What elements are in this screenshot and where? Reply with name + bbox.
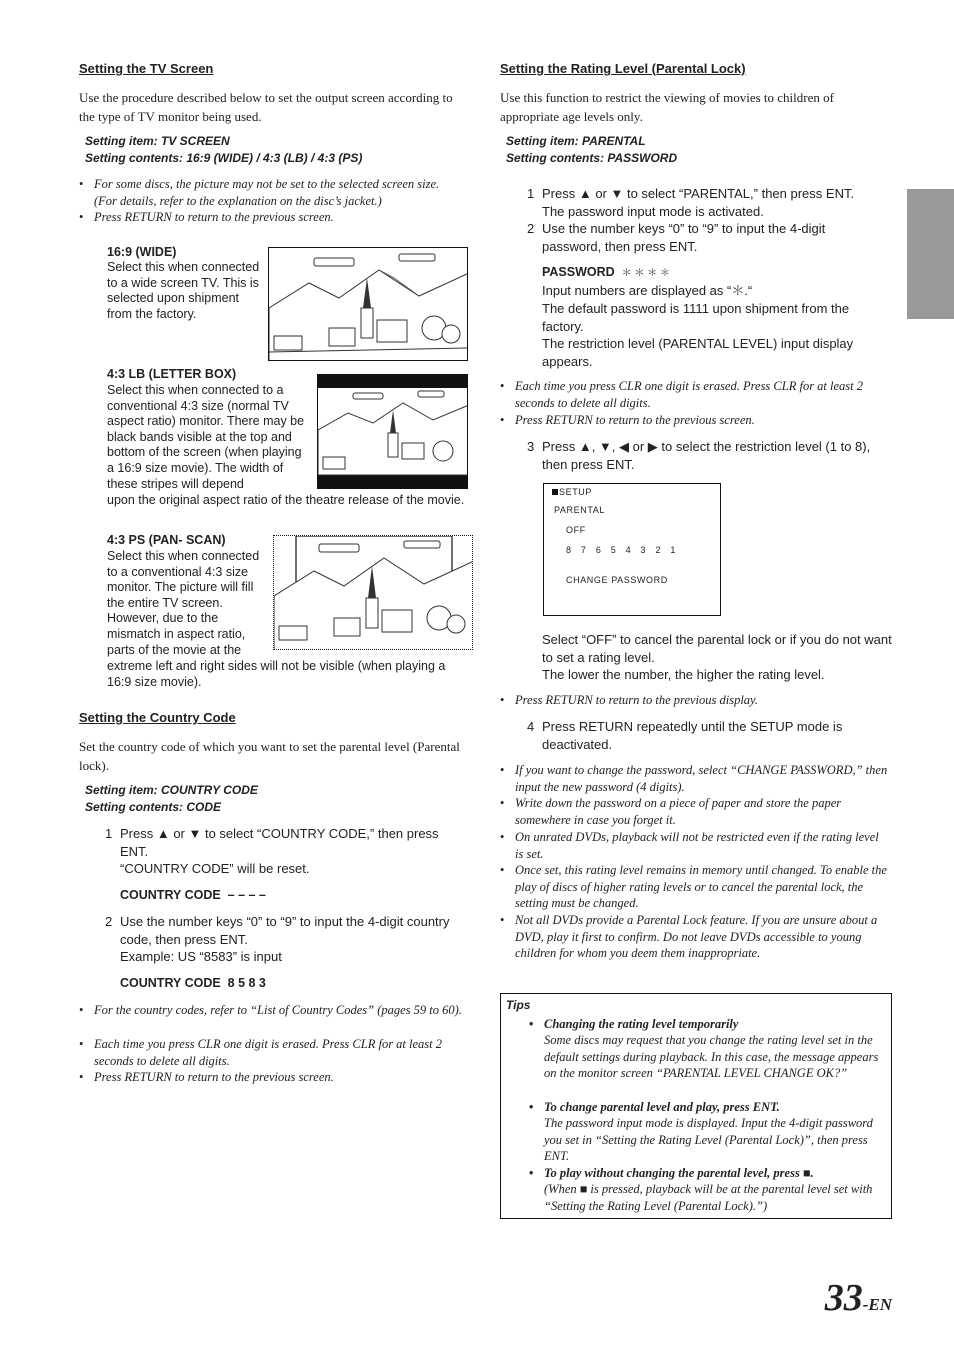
rating-note-2: • Write down the password on a piece of paper and store the paper somewhere in case you forget it. bbox=[500, 795, 890, 828]
country-step-2 bbox=[105, 913, 465, 948]
tips-title: Tips bbox=[506, 998, 531, 1012]
tv-screen-heading: Setting the TV Screen bbox=[79, 61, 214, 76]
letterbox-illustration bbox=[317, 374, 468, 489]
setup-screen-levels: 8 7 6 5 4 3 2 1 bbox=[566, 545, 676, 555]
landscape-image bbox=[274, 536, 473, 650]
country-code-filled-label: COUNTRY CODE bbox=[120, 976, 221, 990]
tv-setting-contents: Setting contents: 16:9 (WIDE) / 4:3 (LB) / 4:3 (PS) bbox=[85, 151, 363, 165]
password-note-3: The restriction level (PARENTAL LEVEL) input display appears. bbox=[542, 336, 854, 369]
rating-bullet-2: • Press RETURN to return to the previous screen. bbox=[500, 412, 890, 429]
page-number bbox=[825, 1276, 892, 1320]
country-bullet-1: • For the country codes, refer to “List of Country Codes” (pages 59 to 60). bbox=[79, 1002, 464, 1019]
country-code-filled bbox=[120, 976, 266, 990]
password-display bbox=[542, 264, 670, 279]
letterbox-description: Select this when connected to a conventional 4:3 size (normal TV aspect ratio) monitor. There may be black bands visible at the top and bottom of the screen (when playing a 16:9 size movie). The width of these stripes will depend bbox=[107, 383, 305, 491]
password-note-2: The default password is 1111 upon shipment from the factory. bbox=[542, 301, 850, 334]
step-text: Press ▲, ▼, ◀ or ▶ to select the restriction level (1 to 8), then press ENT. bbox=[542, 439, 871, 472]
step-text: Use the number keys “0” to “9” to input the 4-digit password, then press ENT. bbox=[542, 221, 826, 254]
password-value: ＊ ＊ ＊ ＊ bbox=[621, 268, 670, 279]
rating-bullet-3: • Press RETURN to return to the previous display. bbox=[500, 692, 890, 709]
landscape-image bbox=[318, 375, 468, 489]
country-code-filled-value: 8 5 8 3 bbox=[227, 976, 266, 990]
step-text: Press ▲ or ▼ to select “PARENTAL,” then press ENT. bbox=[542, 186, 855, 201]
wide-label: 16:9 (WIDE) bbox=[107, 245, 177, 259]
country-code-blank-label: COUNTRY CODE bbox=[120, 888, 221, 902]
setup-screen-display bbox=[543, 483, 721, 616]
rating-heading: Setting the Rating Level (Parental Lock) bbox=[500, 61, 746, 76]
step-number: 2 bbox=[527, 221, 535, 236]
page-number-value: 33 bbox=[824, 1277, 863, 1319]
country-setting-contents: Setting contents: CODE bbox=[85, 800, 222, 814]
rating-step-1 bbox=[527, 185, 887, 203]
tv-intro: Use the procedure described below to set the output screen according to the type of TV monitor being used. bbox=[79, 90, 453, 124]
country-code-blank-value: – – – – bbox=[227, 888, 266, 902]
step-text: Press RETURN repeatedly until the SETUP mode is deactivated. bbox=[542, 719, 843, 752]
setup-title-text: SETUP bbox=[559, 487, 593, 497]
rating-note-1: • If you want to change the password, select “CHANGE PASSWORD,” then input the new password (4 digits). bbox=[500, 762, 890, 795]
panscan-description-cont: extreme left and right sides will not be visible (when playing a 16:9 size movie). bbox=[107, 659, 446, 689]
country-setting-item: Setting item: COUNTRY CODE bbox=[85, 783, 258, 797]
step-number: 3 bbox=[527, 439, 535, 454]
after-screen-text-2: The lower the number, the higher the rating level. bbox=[542, 667, 825, 682]
step-text: Press ▲ or ▼ to select “COUNTRY CODE,” then press ENT. bbox=[120, 826, 439, 859]
wide-screen-illustration bbox=[268, 247, 468, 361]
tv-bullet-1: • For some discs, the picture may not be set to the selected screen size. (For details, refer to the explanation on the disc’s jacket.) bbox=[79, 176, 464, 209]
rating-step-4 bbox=[527, 718, 887, 753]
tip-1-heading: • Changing the rating level temporarily bbox=[529, 1016, 879, 1033]
password-label: PASSWORD bbox=[542, 265, 615, 279]
country-step-2-note: Example: US “8583” is input bbox=[120, 949, 282, 964]
step-number: 1 bbox=[105, 826, 113, 841]
rating-step-2 bbox=[527, 220, 887, 255]
tip-1-body: Some discs may request that you change the rating level set in the default settings during playback. In this case, the message appears on the monitor screen “PARENTAL LEVEL CHANGE OK?” bbox=[544, 1033, 879, 1081]
landscape-image bbox=[269, 248, 468, 361]
rating-setting-contents: Setting contents: PASSWORD bbox=[506, 151, 678, 165]
letterbox-label: 4:3 LB (LETTER BOX) bbox=[107, 367, 237, 381]
letterbox-description-cont: upon the original aspect ratio of the theatre release of the movie. bbox=[107, 493, 465, 507]
section-tab bbox=[907, 189, 954, 319]
tip-2-heading: • To change parental level and play, press ENT. bbox=[529, 1099, 879, 1116]
rating-intro: Use this function to restrict the viewing of movies to children of appropriate age levels only. bbox=[500, 90, 834, 124]
country-bullet-2: • Each time you press CLR one digit is erased. Press CLR for at least 2 seconds to delete all digits. bbox=[79, 1036, 464, 1069]
country-step-1 bbox=[105, 825, 465, 860]
rating-note-5: • Not all DVDs provide a Parental Lock feature. If you are unsure about a DVD, play it first to confirm. Do not leave DVDs accessible to young children for whom you deem them inappropriate. bbox=[500, 912, 890, 962]
country-code-blank bbox=[120, 888, 266, 902]
password-note-1: Input numbers are displayed as “＊.“ bbox=[542, 283, 753, 298]
tips-box bbox=[500, 993, 892, 1219]
panscan-label: 4:3 PS (PAN- SCAN) bbox=[107, 533, 226, 547]
tip-3-body: (When ■ is pressed, playback will be at the parental level set with “Setting the Rating Level (Parental Lock).”) bbox=[544, 1182, 873, 1213]
tv-setting-item: Setting item: TV SCREEN bbox=[85, 134, 230, 148]
after-screen-text: Select “OFF” to cancel the parental lock or if you do not want to set a rating level. bbox=[542, 632, 892, 665]
tip-2-body: The password input mode is displayed. Input the 4-digit password you set in “Setting the Rating Level (Parental Lock)”, then press ENT. bbox=[544, 1116, 873, 1164]
setup-screen-off: OFF bbox=[566, 525, 586, 535]
square-icon bbox=[552, 489, 558, 495]
rating-step-1-note: The password input mode is activated. bbox=[542, 204, 764, 219]
step-number: 2 bbox=[105, 914, 113, 929]
country-intro: Set the country code of which you want to set the parental level (Parental lock). bbox=[79, 739, 460, 773]
wide-description: Select this when connected to a wide screen TV. This is selected upon shipment from the factory. bbox=[107, 260, 260, 321]
page-number-suffix: -EN bbox=[862, 1295, 892, 1314]
country-bullet-3: • Press RETURN to return to the previous screen. bbox=[79, 1069, 464, 1086]
step-number: 4 bbox=[527, 719, 535, 734]
tip-3-heading: • To play without changing the parental level, press ■. bbox=[529, 1165, 879, 1182]
step-number: 1 bbox=[527, 186, 535, 201]
rating-note-4: • Once set, this rating level remains in memory until changed. To enable the play of discs of higher rating levels or to cancel the parental lock, the setting must be changed. bbox=[500, 862, 890, 912]
country-step-1-note: “COUNTRY CODE” will be reset. bbox=[120, 861, 310, 876]
country-code-heading: Setting the Country Code bbox=[79, 710, 236, 725]
panscan-illustration bbox=[273, 535, 473, 650]
tv-bullet-2: • Press RETURN to return to the previous screen. bbox=[79, 209, 464, 226]
step-text: Use the number keys “0” to “9” to input the 4-digit country code, then press ENT. bbox=[120, 914, 450, 947]
setup-screen-item: PARENTAL bbox=[554, 505, 605, 515]
setup-screen-change-password: CHANGE PASSWORD bbox=[566, 575, 668, 585]
rating-note-3: • On unrated DVDs, playback will not be restricted even if the rating level is set. bbox=[500, 829, 890, 862]
rating-setting-item: Setting item: PARENTAL bbox=[506, 134, 646, 148]
rating-bullet-1: • Each time you press CLR one digit is erased. Press CLR for at least 2 seconds to delete all digits. bbox=[500, 378, 890, 411]
setup-screen-title bbox=[552, 487, 592, 497]
panscan-description: Select this when connected to a conventional 4:3 size monitor. The picture will fill the entire TV screen. However, due to the mismatch in aspect ratio, parts of the movie at the bbox=[107, 549, 260, 657]
rating-step-3 bbox=[527, 438, 892, 473]
